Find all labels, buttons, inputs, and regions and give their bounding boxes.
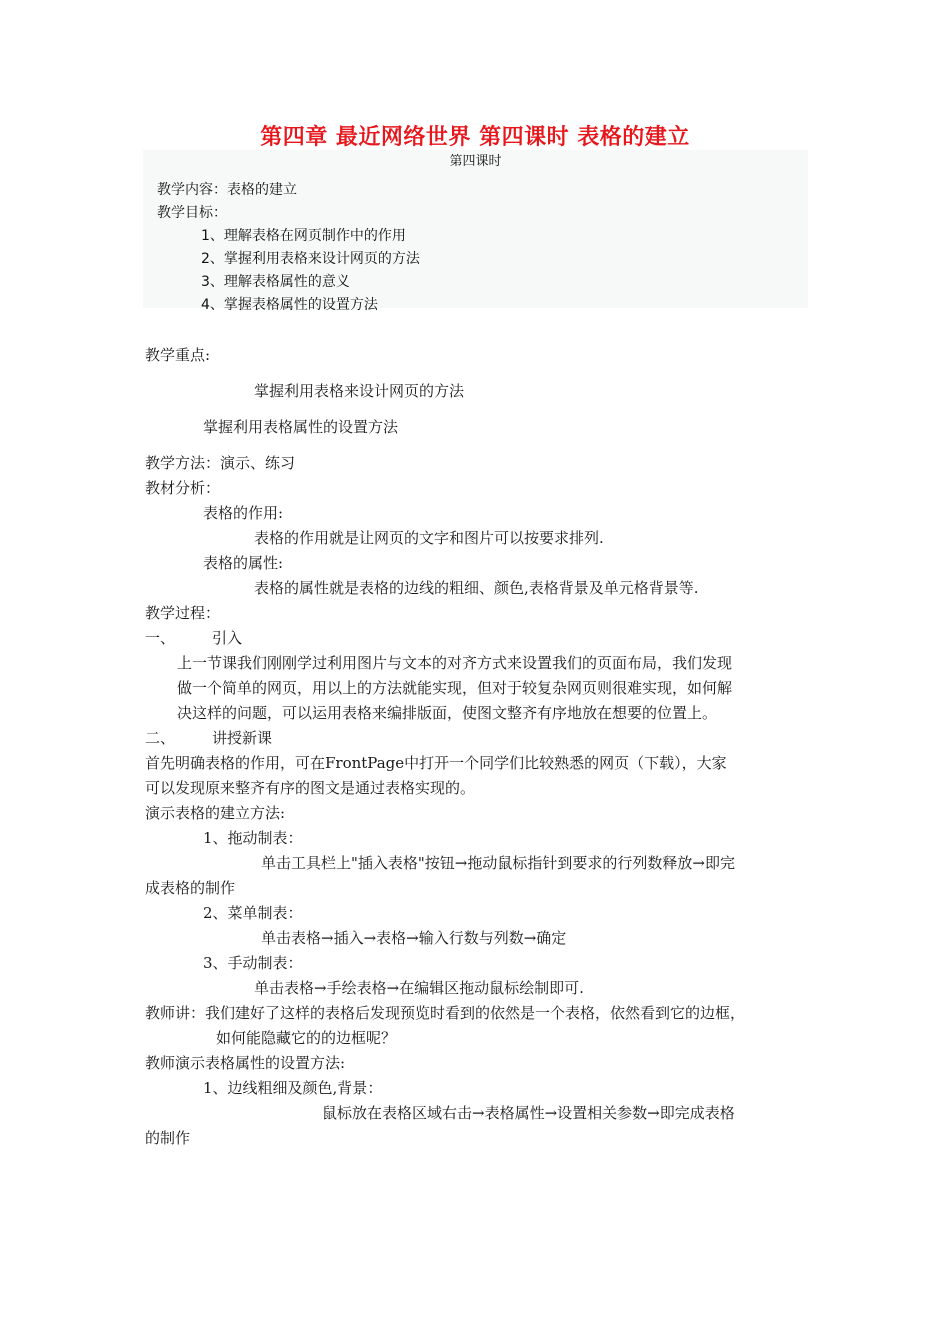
method-1-label: 1、拖动制表：	[203, 829, 303, 847]
method-2-label: 2、菜单制表：	[203, 904, 303, 922]
section-1-title: 引入	[212, 629, 243, 647]
method-1-continuation: 成表格的制作	[145, 879, 236, 897]
method-3-text: 单击表格→手绘表格→在编辑区拖动鼠标绘制即可.	[254, 979, 584, 997]
role-text: 表格的作用就是让网页的文字和图片可以按要求排列.	[254, 529, 604, 547]
demo-label: 演示表格的建立方法:	[145, 804, 286, 822]
attr-demo-label: 教师演示表格属性的设置方法:	[145, 1054, 346, 1072]
scanned-excerpt	[143, 150, 808, 313]
role-label: 表格的作用:	[203, 504, 284, 522]
attr-label: 表格的属性:	[203, 554, 284, 572]
teacher-line-1: 教师讲：我们建好了这样的表格后发现预览时看到的依然是一个表格，依然看到它的边框，	[145, 1004, 746, 1022]
section-2-number: 二、	[145, 729, 176, 747]
method-1-text: 单击工具栏上"插入表格"按钮→拖动鼠标指针到要求的行列数释放→即完	[261, 854, 735, 872]
key-point-2: 掌握利用表格属性的设置方法	[203, 418, 399, 436]
scan-goal-2: 2、掌握利用表格来设计网页的方法	[201, 251, 420, 267]
key-point-1: 掌握利用表格来设计网页的方法	[254, 382, 465, 400]
attr-text: 表格的属性就是表格的边线的粗细、颜色,表格背景及单元格背景等.	[254, 579, 699, 597]
scan-content-line: 教学内容：表格的建立	[157, 182, 297, 198]
section-1-number: 一、	[145, 629, 176, 647]
process-label: 教学过程：	[145, 604, 221, 622]
property-1-label: 1、边线粗细及颜色,背景：	[203, 1079, 383, 1097]
key-points-label: 教学重点:	[145, 346, 211, 364]
scan-goals-label: 教学目标：	[157, 205, 227, 221]
section-1-para-line-3: 决这样的问题，可以运用表格来编排版面，使图文整齐有序地放在想要的位置上。	[177, 704, 718, 722]
method-3-label: 3、手动制表：	[203, 954, 303, 972]
section-2-title: 讲授新课	[212, 729, 273, 747]
property-1-text: 鼠标放在表格区域右击→表格属性→设置相关参数→即完成表格	[322, 1104, 735, 1122]
scan-goal-1: 1、理解表格在网页制作中的作用	[201, 228, 406, 244]
section-2-para-line-2: 可以发现原来整齐有序的图文是通过表格实现的。	[145, 779, 476, 797]
section-1-para-line-1: 上一节课我们刚刚学过利用图片与文本的对齐方式来设置我们的页面布局，我们发现	[177, 654, 733, 672]
scan-subtitle: 第四课时	[449, 154, 502, 169]
property-1-continuation: 的制作	[145, 1129, 191, 1147]
section-1-para-line-2: 做一个简单的网页，用以上的方法就能实现，但对于较复杂网页则很难实现，如何解	[177, 679, 733, 697]
scan-goal-4: 4、掌握表格属性的设置方法	[201, 297, 378, 313]
teaching-method: 教学方法：演示、练习	[145, 454, 296, 472]
page-title: 第四章 最近网络世界 第四课时 表格的建立	[260, 125, 690, 150]
analysis-label: 教材分析：	[145, 479, 221, 497]
method-2-text: 单击表格→插入→表格→输入行数与列数→确定	[261, 929, 567, 947]
teacher-line-2: 如何能隐藏它的的边框呢？	[216, 1029, 397, 1047]
scan-goal-3: 3、理解表格属性的意义	[201, 274, 350, 290]
section-2-para-line-1: 首先明确表格的作用，可在FrontPage中打开一个同学们比较熟悉的网页（下载），大家	[145, 754, 727, 772]
